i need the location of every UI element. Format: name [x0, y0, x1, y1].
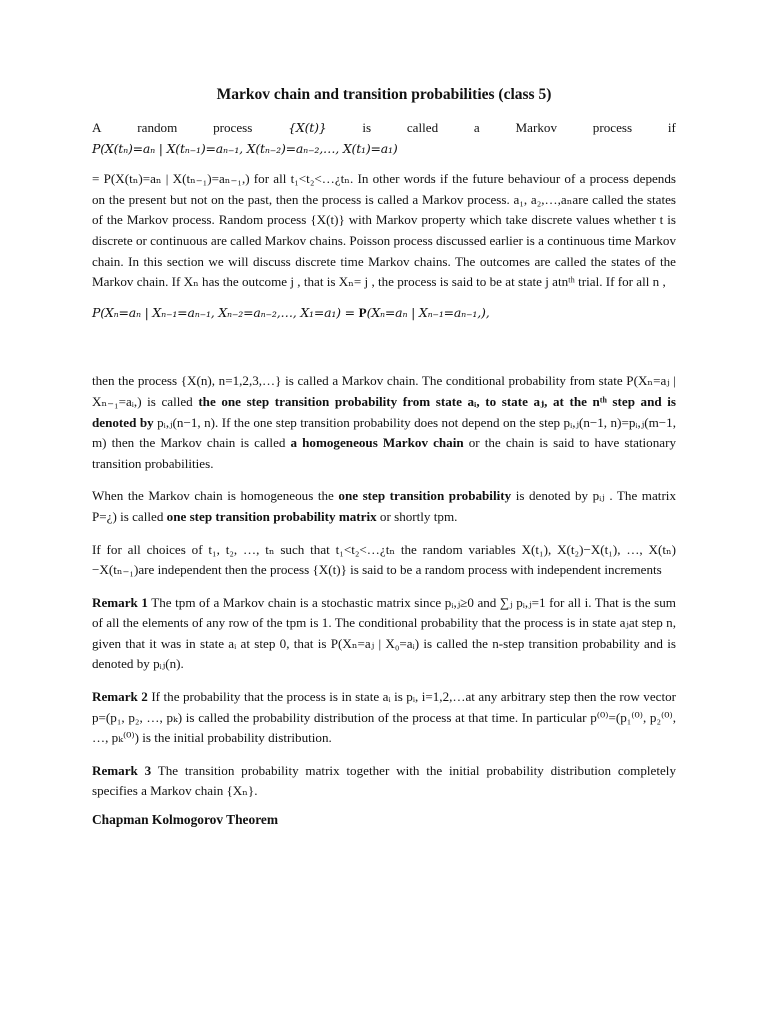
paragraph-independent-increments: If for all choices of t₁, t₂, …, tₙ such that t₁<t₂<…¿tₙ the random variables X(t₁), X(t₂)−X(t₁), …, X(tₙ)−X(tₙ₋₁)are independent then the process {X(t)} is said to be a random process with independent increments [92, 541, 676, 578]
remark-3-label: Remark 3 [92, 762, 152, 778]
intro-word: process [213, 120, 253, 135]
remark-1 [92, 593, 676, 675]
para3-text-a: then the process {X(n), n=1,2,3,…} is called a Markov chain. The conditional probability from state P(Xₙ=aⱼ | Xₙ₋₁=aᵢ,) is called [92, 373, 676, 409]
paragraph-transition-probability [92, 371, 676, 474]
intro-word: Markov [515, 120, 557, 135]
remark-2-text: If the probability that the process is in state aᵢ is pᵢ, i=1,2,…at any arbitrary step then the row vector p=(p₁, p₂, …, pₖ) is called the probability distribution of the process at that time. In particular p⁽⁰⁾=(p₁⁽⁰⁾, p₂⁽⁰⁾, …, pₖ⁽⁰⁾) is the initial probability distribution. [92, 689, 676, 746]
formula-left: P(Xₙ=aₙ | Xₙ₋₁=aₙ₋₁, Xₙ₋₂=aₙ₋₂,…, X₁=a₁) = [92, 304, 359, 320]
remark-2-label: Remark 2 [92, 689, 148, 705]
para4-text-c: or shortly tpm. [376, 508, 458, 524]
para4-text-b: is denoted by pᵢⱼ . The matrix P=¿) is called [92, 488, 676, 524]
para3-bold-b: a homogeneous Markov chain [290, 435, 464, 451]
formula-bold-p: P [358, 304, 367, 320]
intro-word: called [406, 120, 439, 135]
formula-markov-chain [92, 303, 676, 324]
document-title: Markov chain and transition probabilities (class 5) [216, 86, 552, 103]
remark-1-text: The tpm of a Markov chain is a stochastic matrix since pᵢ,ⱼ≥0 and ∑ⱼ pᵢ,ⱼ=1 for all i. That is the sum of all the elements of any row of the tpm is 1. The conditional probability that the process is in state aⱼat step n, given that it was in state aᵢ at step 0, that is P(Xₙ=aⱼ | X₀=aᵢ) is called the n-step transition probability and is denoted by pᵢⱼ(n). [92, 594, 676, 672]
intro-word: if [667, 120, 676, 135]
para3-bold-a: the one step transition probability from state aᵢ, to state aⱼ, at the nᵗʰ step and is denoted by [92, 393, 676, 430]
intro-formula: P(X(tₙ)=aₙ | X(tₙ₋₁)=aₙ₋₁, X(tₙ₋₂)=aₙ₋₂,…, X(t₁)=a₁) [92, 140, 398, 156]
para4-bold-b: one step transition probability matrix [166, 508, 377, 524]
formula-right: (Xₙ=aₙ | Xₙ₋₁=aₙ₋₁,), [366, 304, 490, 320]
remark-1-label: Remark 1 [92, 594, 148, 610]
remark-3-text: The transition probability matrix together with the initial probability distribution completely specifies a Markov chain {Xₙ}. [92, 762, 676, 799]
intro-word: random [137, 120, 178, 135]
para4-bold-a: one step transition probability [338, 488, 512, 504]
intro-line [92, 118, 676, 139]
intro-word: is [362, 120, 372, 135]
para3-text-b: pᵢ,ⱼ(n−1, n). If the one step transition probability does not depend on the step pᵢ,ⱼ(n−1, n)=pᵢ,ⱼ(m−1, m) then the Markov chain is called [92, 414, 676, 451]
para3-text-c: or the chain is said to have stationary transition probabilities. [92, 435, 676, 471]
intro-word: process [592, 120, 633, 135]
section-heading-chapman-kolmogorov: Chapman Kolmogorov Theorem [92, 812, 278, 828]
paragraph-homogeneous [92, 486, 676, 527]
remark-2 [92, 687, 676, 749]
paragraph-markov-definition: = P(X(tₙ)=aₙ | X(tₙ₋₁)=aₙ₋₁,) for all t₁<t₂<…¿tₙ. In other words if the future behaviour of a process depends on the present but not on the past, then the process is called a Markov process. a₁, a₂,…,aₙare called the states of the Markov process. Random process {X(t)} with Markov property which take discrete values whether t is discrete or continuous are called Markov chains. Poisson process discussed earlier is a continuous time Markov chain. In this section we will discuss discrete time Markov chains. The outcomes are called the states of the Markov chain. If Xₙ has the outcome j , that is Xₙ= j , the process is said to be at state j atnᵗʰ trial. If for all n , [92, 171, 676, 290]
intro-word: {X(t)} [288, 120, 327, 135]
remark-3 [92, 761, 676, 802]
para4-text-a: When the Markov chain is homogeneous the [92, 488, 339, 504]
intro-word: A [92, 120, 102, 135]
intro-word: a [473, 120, 480, 135]
